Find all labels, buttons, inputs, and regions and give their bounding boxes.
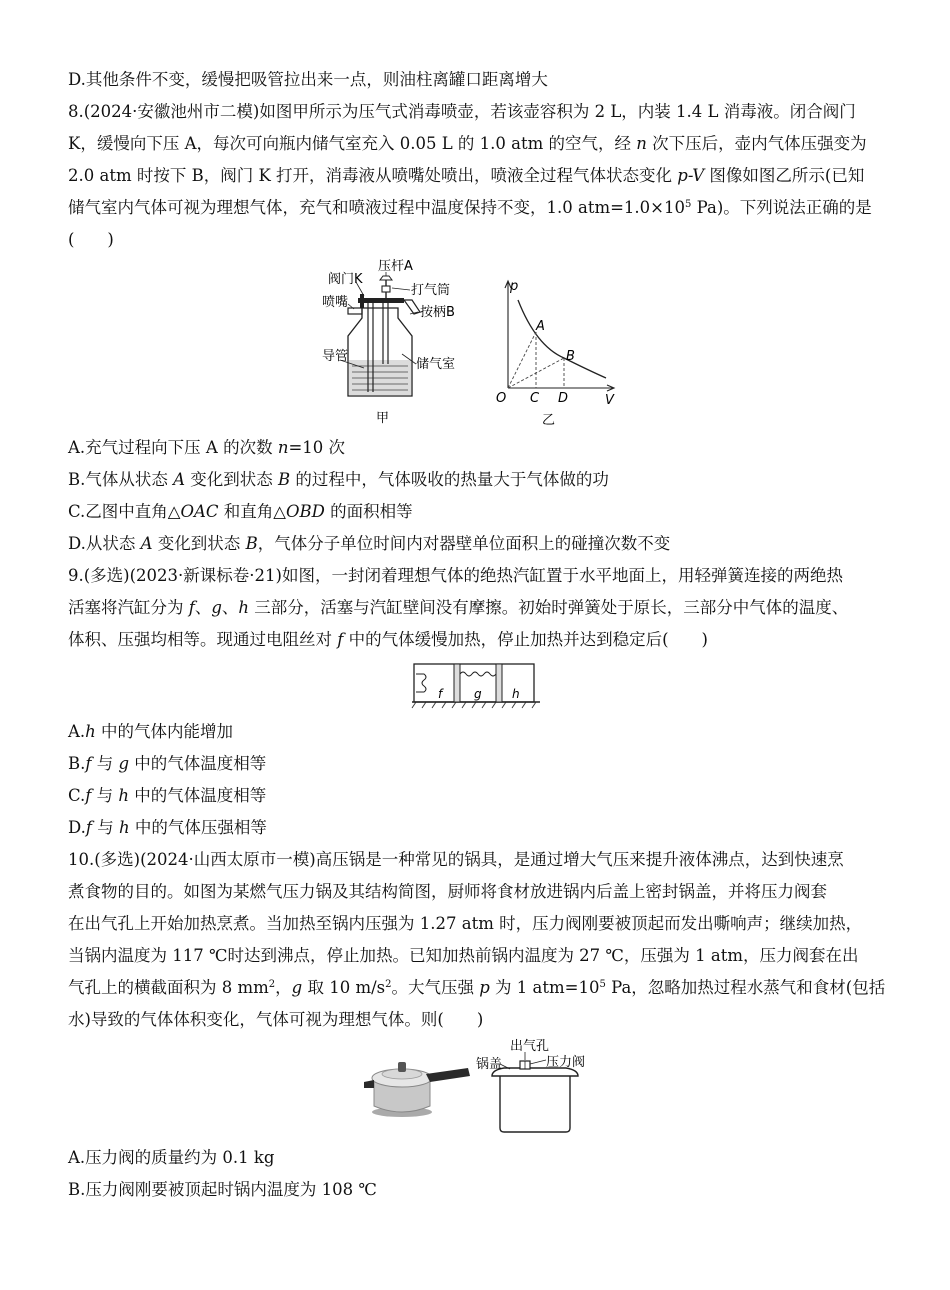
- q10-option-b: B.压力阀刚要被顶起时锅内温度为 108 ℃: [68, 1180, 377, 1199]
- label-lid: 锅盖: [476, 1057, 503, 1072]
- q8-stem-line-2: K，缓慢向下压 A，每次可向瓶内储气室充入 0.05 L 的 1.0 atm 的空气，经 n 次下压后，壶内气体压强变为: [68, 134, 867, 153]
- label-tube: 导管: [322, 349, 349, 364]
- axis-p: p: [510, 279, 519, 294]
- q8-answer-bracket: ( ): [68, 230, 114, 249]
- label-outlet: 出气孔: [510, 1039, 550, 1054]
- origin-o: O: [496, 391, 507, 406]
- label-h: h: [512, 687, 520, 701]
- q8-option-d: D.从状态 A 变化到状态 B，气体分子单位时间内对器壁单位面积上的碰撞次数不变: [68, 534, 671, 553]
- q8-option-a: A.充气过程向下压 A 的次数 n=10 次: [68, 438, 346, 457]
- q10-stem-line-2: 煮食物的目的。如图为某燃气压力锅及其结构简图，厨师将食材放进锅内后盖上密封锅盖，并将压力阀套: [68, 882, 827, 901]
- label-g: g: [474, 687, 482, 701]
- q9-stem-line-2: 活塞将汽缸分为 f、g、h 三部分，活塞与汽缸壁间没有摩擦。初始时弹簧处于原长，三部分中气体的温度、: [68, 598, 849, 617]
- q8-option-c: C.乙图中直角△OAC 和直角△OBD 的面积相等: [68, 502, 413, 521]
- q7-option-d: D.其他条件不变，缓慢把吸管拉出来一点，则油柱离罐口距离增大: [68, 70, 548, 89]
- point-c: C: [530, 391, 540, 406]
- q10-stem-line-6: 水)导致的气体体积变化，气体可视为理想气体。则( ): [68, 1010, 484, 1029]
- label-chamber: 储气室: [416, 357, 456, 372]
- pressure-cooker-photo: [360, 1050, 475, 1120]
- q8-stem-line-4: 储气室内气体可视为理想气体，充气和喷液过程中温度保持不变，1.0 $atm=1.0\times 10^5$ Pa)。下列说法正确的是: [68, 198, 872, 217]
- q10-option-a: A.压力阀的质量约为 0.1 kg: [68, 1148, 275, 1167]
- q8-option-b: B.气体从状态 A 变化到状态 B 的过程中，气体吸收的热量大于气体做的功: [68, 470, 609, 489]
- pressure-cooker-structure: [474, 1036, 604, 1136]
- q9-option-a: A.h 中的气体内能增加: [68, 722, 234, 741]
- q10-stem-line-4: 当锅内温度为 117 ℃时达到沸点，停止加热。已知加热前锅内温度为 27 ℃，压强为 1 atm，压力阀套在出: [68, 946, 859, 965]
- spray-bottle-diagram: [318, 256, 478, 428]
- q9-option-d: D.f 与 h 中的气体压强相等: [68, 818, 267, 837]
- point-d: D: [558, 391, 569, 406]
- pv-graph: [492, 278, 622, 428]
- label-yi: 乙: [542, 413, 556, 428]
- point-a: A: [536, 319, 545, 334]
- label-jia: 甲: [376, 411, 390, 426]
- label-rod-a: 压杆A: [378, 259, 413, 274]
- q9-stem-line-3: 体积、压强均相等。现通过电阻丝对 f 中的气体缓慢加热，停止加热并达到稳定后( ): [68, 630, 708, 649]
- axis-v: V: [605, 393, 614, 408]
- q9-option-b: B.f 与 g 中的气体温度相等: [68, 754, 267, 773]
- label-handle-b: 按柄B: [420, 305, 455, 320]
- label-pump: 打气筒: [411, 283, 451, 298]
- q8-stem-line-1: 8.(2024·安徽池州市二模)如图甲所示为压气式消毒喷壶，若该壶容积为 2 L，内装 1.4 L 消毒液。闭合阀门: [68, 102, 856, 121]
- cylinder-diagram: [410, 660, 546, 710]
- q8-stem-line-3: 2.0 atm 时按下 B，阀门 K 打开，消毒液从喷嘴处喷出，喷液全过程气体状态变化 p-V 图像如图乙所示(已知: [68, 166, 865, 185]
- q9-stem-line-1: 9.(多选)(2023·新课标卷·21)如图，一封闭着理想气体的绝热汽缸置于水平地面上，用轻弹簧连接的两绝热: [68, 566, 843, 585]
- q10-stem-line-3: 在出气孔上开始加热烹煮。当加热至锅内压强为 1.27 atm 时，压力阀刚要被顶起而发出嘶响声；继续加热，: [68, 914, 863, 933]
- point-b: B: [566, 349, 575, 364]
- label-f: f: [438, 687, 443, 701]
- label-valve-k: 阀门K: [328, 272, 363, 287]
- q10-stem-line-1: 10.(多选)(2024·山西太原市一模)高压锅是一种常见的锅具，是通过增大气压来提升液体沸点，达到快速烹: [68, 850, 844, 869]
- q9-option-c: C.f 与 h 中的气体温度相等: [68, 786, 267, 805]
- q10-stem-line-5: 气孔上的横截面积为 8 $mm^2$，g 取 10 $m/s^2$。大气压强 p 为 1 $atm=10^5$ Pa，忽略加热过程水蒸气和食材(包括: [68, 978, 886, 997]
- label-valve: 压力阀: [546, 1055, 586, 1070]
- label-nozzle: 喷嘴: [322, 295, 349, 310]
